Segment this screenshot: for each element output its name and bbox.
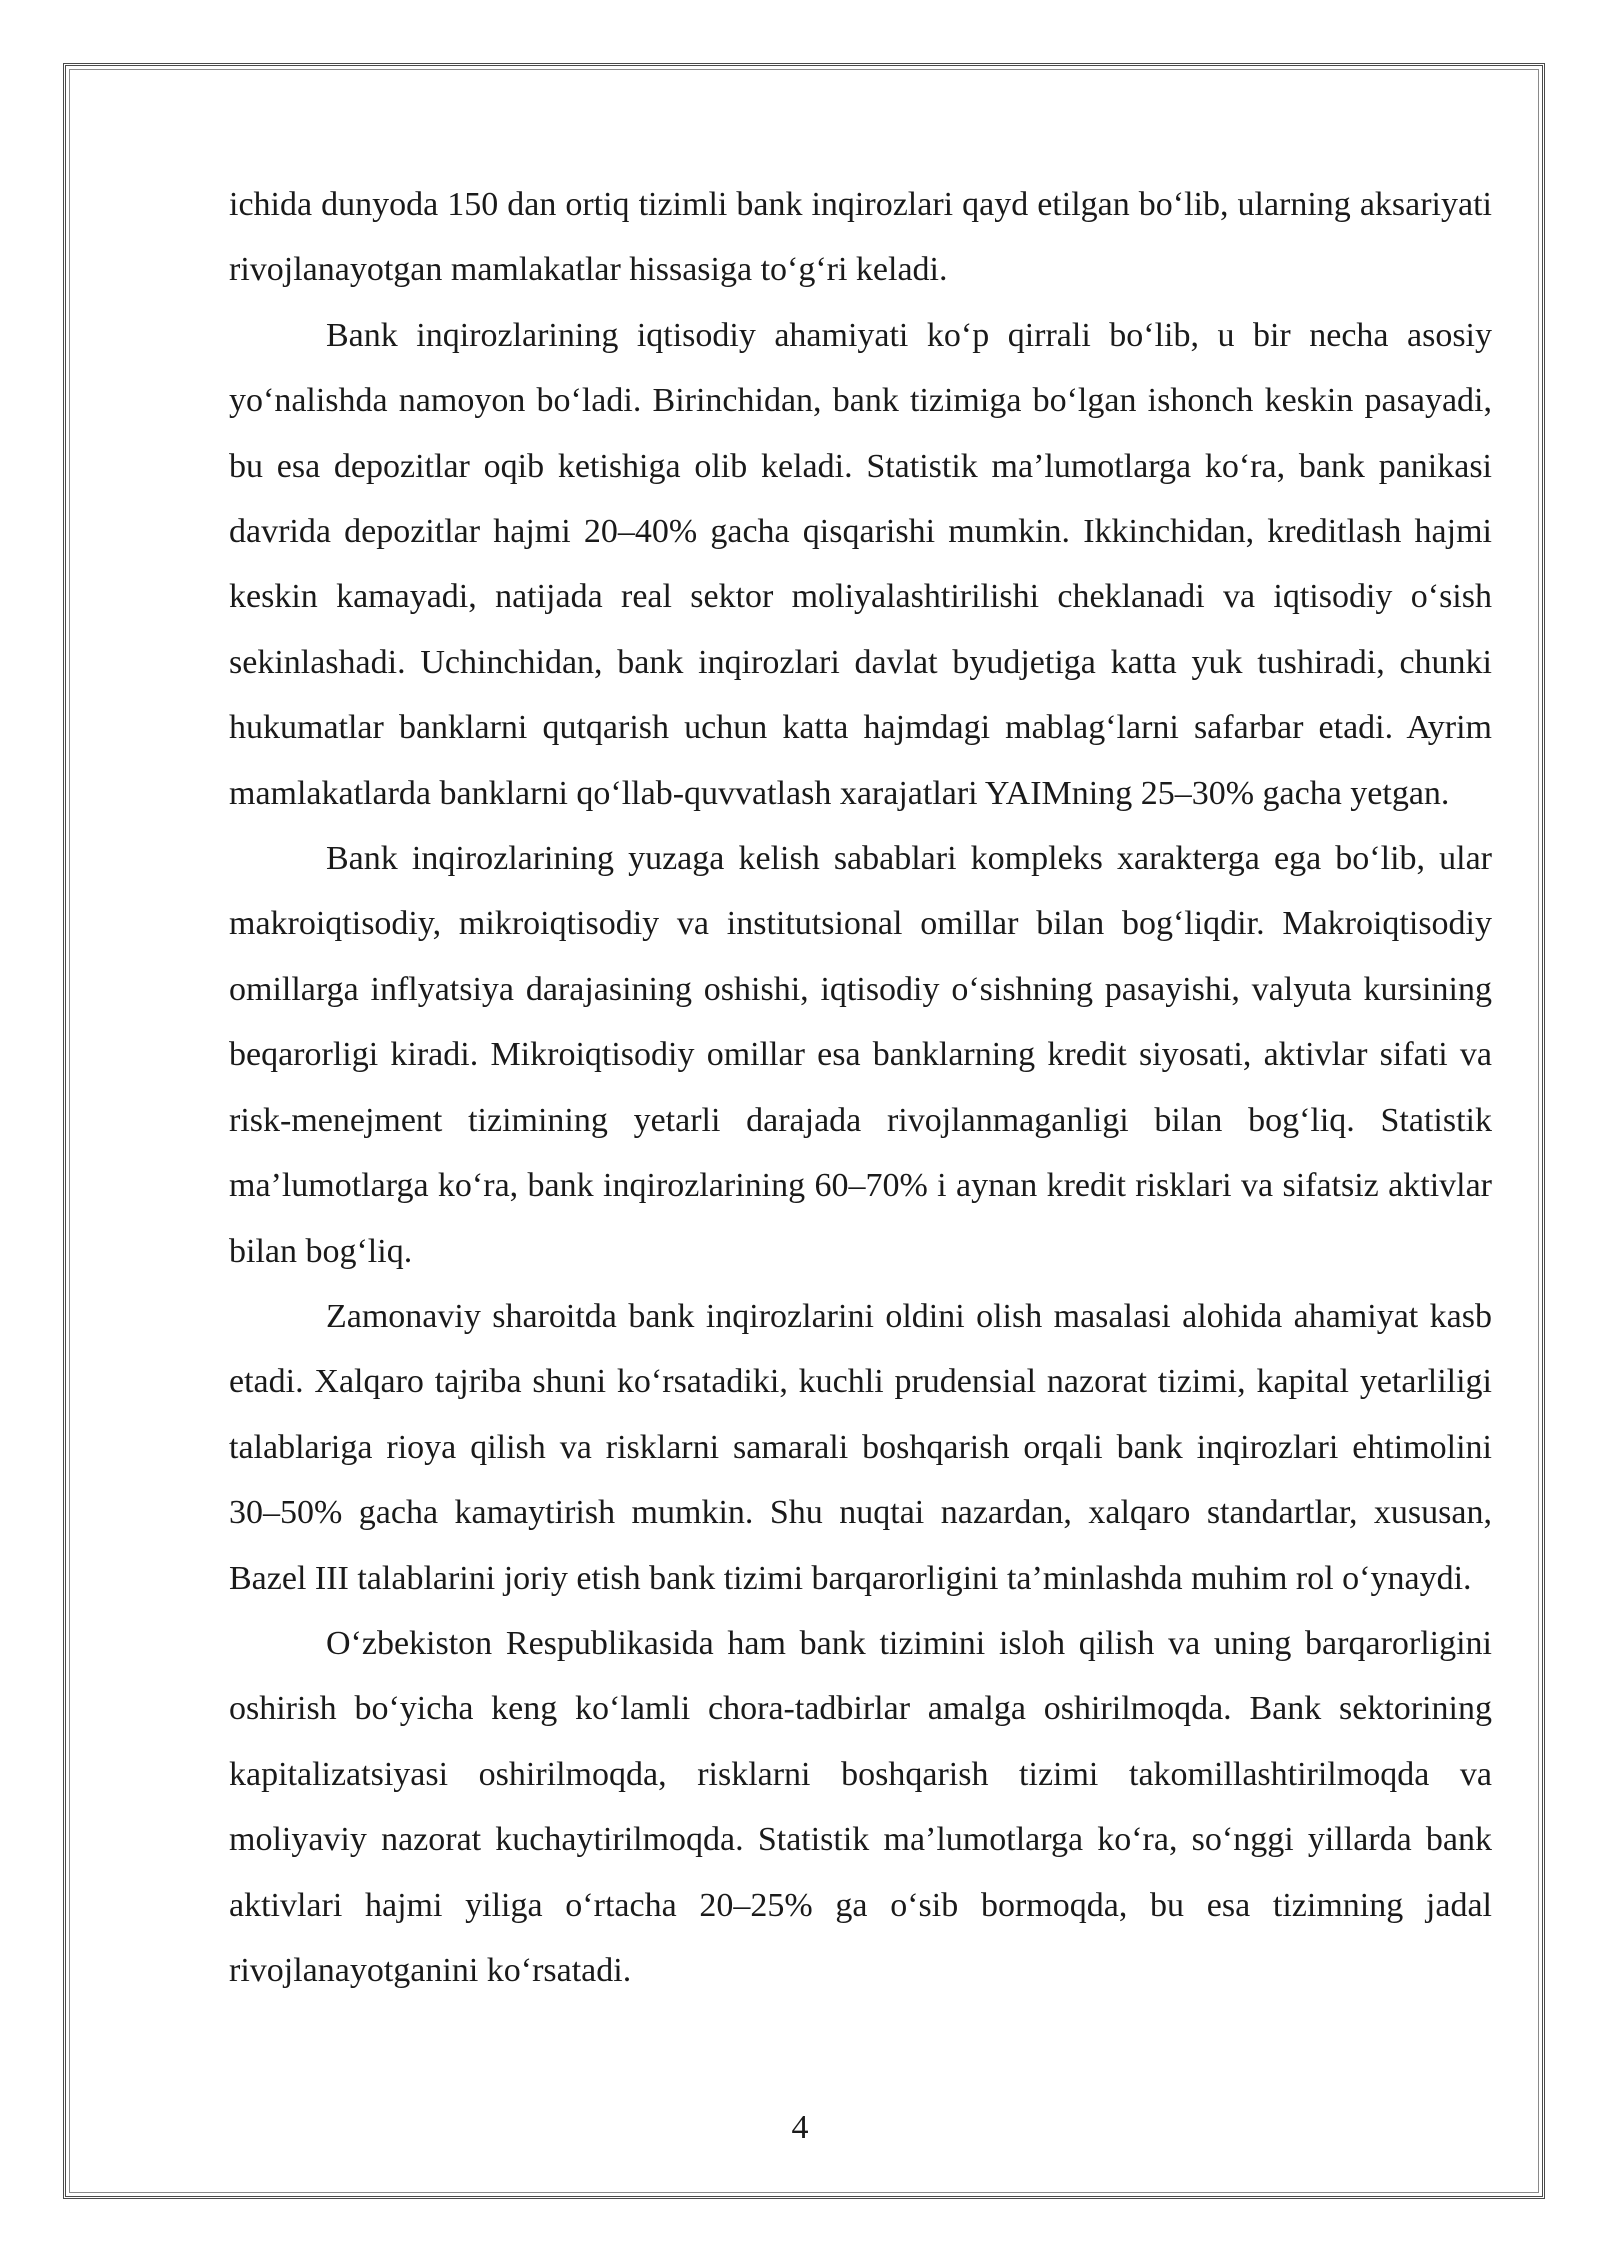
paragraph-uzbekistan: O‘zbekiston Respublikasida ham bank tizimini isloh qilish va uning barqarorligini oshirish bo‘yicha keng ko‘lamli chora-tadbirlar amalga oshirilmoqda. Bank sektorining kapitalizatsiyasi oshirilmoqda, risklarni boshqarish tizimi takomillashtirilmoqda va moliyaviy nazorat kuchaytirilmoqda. Statistik ma’lumotlarga ko‘ra, so‘nggi yillarda bank aktivlari hajmi yiliga o‘rtacha 20–25% ga o‘sib bormoqda, bu esa tizimning jadal rivojlanayotganini ko‘rsatadi. — [229, 1624, 1492, 1989]
document-body — [229, 172, 1492, 2003]
paragraph-causes: Bank inqirozlarining yuzaga kelish sabablari kompleks xarakterga ega bo‘lib, ular makroiqtisodiy, mikroiqtisodiy va institutsional omillar bilan bog‘liqdir. Makroiqtisodiy omillarga inflyatsiya darajasining oshishi, iqtisodiy o‘sishning pasayishi, valyuta kursining beqarorligi kiradi. Mikroiqtisodiy omillar esa banklarning kredit siyosati, aktivlar sifati va risk-menejment tizimining yetarli darajada rivojlanmaganligi bilan bog‘liq. Statistik ma’lumotlarga ko‘ra, bank inqirozlarining 60–70% i aynan kredit risklari va sifatsiz aktivlar bilan bog‘liq. — [229, 840, 1492, 1270]
paragraph-economic-significance: Bank inqirozlarining iqtisodiy ahamiyati ko‘p qirrali bo‘lib, u bir necha asosiy yo‘nalishda namoyon bo‘ladi. Birinchidan, bank tizimiga bo‘lgan ishonch keskin pasayadi, bu esa depozitlar oqib ketishiga olib keladi. Statistik ma’lumotlarga ko‘ra, bank panikasi davrida depozitlar hajmi 20–40% gacha qisqarishi mumkin. Ikkinchidan, kreditlash hajmi keskin kamayadi, natijada real sektor moliyalashtirilishi cheklanadi va iqtisodiy o‘sish sekinlashadi. Uchinchidan, bank inqirozlari davlat byudjetiga katta yuk tushiradi, chunki hukumatlar banklarni qutqarish uchun katta hajmdagi mablag‘larni safarbar etadi. Ayrim mamlakatlarda banklarni qo‘llab-quvvatlash xarajatlari YAIMning 25–30% gacha yetgan. — [229, 316, 1492, 812]
page-number: 4 — [791, 2109, 809, 2146]
paragraph-continued: ichida dunyoda 150 dan ortiq tizimli bank inqirozlari qayd etilgan bo‘lib, ularning aksariyati rivojlanayotgan mamlakatlar hissasiga to‘g‘ri keladi. — [229, 186, 1492, 289]
paragraph-prevention: Zamonaviy sharoitda bank inqirozlarini oldini olish masalasi alohida ahamiyat kasb etadi. Xalqaro tajriba shuni ko‘rsatadiki, kuchli prudensial nazorat tizimi, kapital yetarliligi talablariga rioya qilish va risklarni samarali boshqarish orqali bank inqirozlari ehtimolini 30–50% gacha kamaytirish mumkin. Shu nuqtai nazardan, xalqaro standartlar, xususan, Bazel III talablarini joriy etish bank tizimi barqarorligini ta’minlashda muhim rol o‘ynaydi. — [229, 1297, 1492, 1597]
